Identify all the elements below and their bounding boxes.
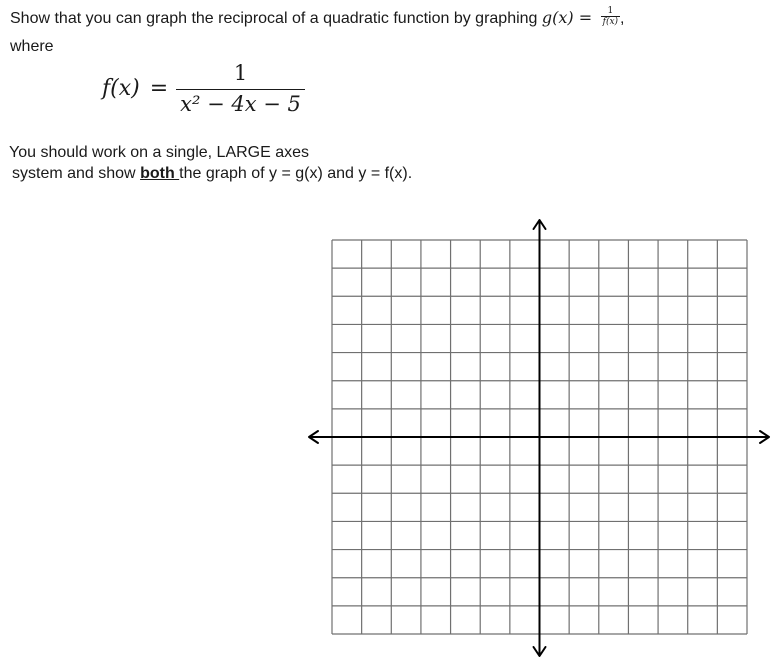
instructions-line-1: You should work on a single, LARGE axes [9, 144, 310, 161]
function-lhs: f(x) [102, 75, 140, 101]
where-text: where [10, 38, 54, 55]
g-expression: g(x) = [541, 8, 593, 27]
instructions-emphasis-both: both [140, 165, 180, 182]
instructions-line-2-post: the graph of y = g(x) and y = f(x). [179, 165, 413, 182]
function-numerator: 1 [176, 61, 305, 90]
g-fraction-denominator: f(x) [602, 17, 619, 28]
function-denominator: x² − 4x − 5 [180, 91, 301, 116]
axes [309, 220, 769, 656]
function-equals: = [149, 75, 169, 101]
g-trailing-comma: , [620, 10, 625, 27]
g-fraction-numerator: 1 [601, 6, 620, 17]
instructions-line-2-pre: system and show [12, 165, 141, 182]
problem-text: Show that you can graph the reciprocal of a quadratic function by graphing [10, 10, 538, 27]
